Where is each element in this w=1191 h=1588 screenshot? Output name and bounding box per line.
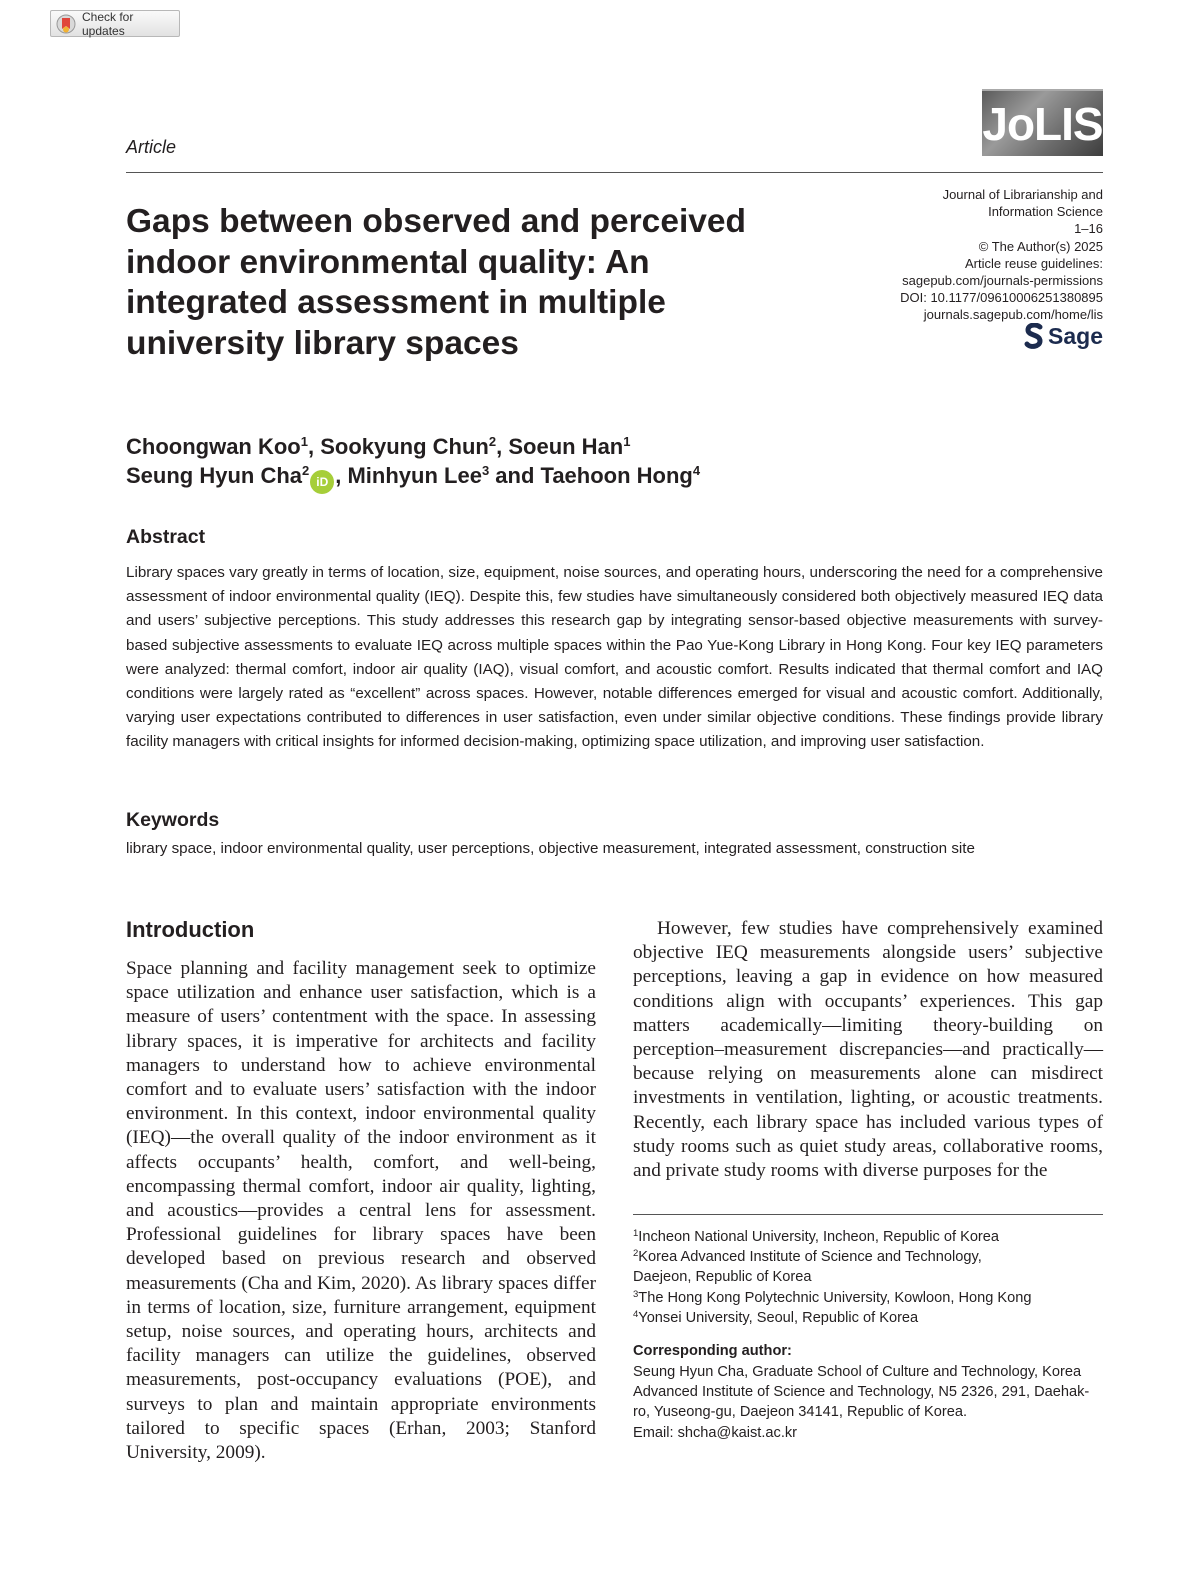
corresponding-line: ro, Yuseong-gu, Daejeon 34141, Republic of Korea.: [633, 1404, 968, 1421]
abstract-heading: Abstract: [126, 526, 206, 548]
affiliation-sup: 2: [488, 434, 497, 449]
author-name[interactable]: Taehoon Hong: [540, 463, 693, 488]
affiliation-number: 1: [633, 1228, 639, 1239]
affiliation-sup: 1: [623, 434, 631, 449]
affiliation-sup: 1: [300, 434, 308, 449]
keywords-heading: Keywords: [126, 809, 220, 831]
publisher-logo: [1024, 322, 1103, 350]
affiliations: [633, 1227, 1113, 1328]
corresponding-author-heading: Corresponding author:: [633, 1343, 792, 1359]
journal-home-link[interactable]: journals.sagepub.com/home/lis: [923, 307, 1103, 323]
reuse-guidelines-label: Article reuse guidelines:: [964, 255, 1103, 271]
affiliation-sup: 4: [692, 463, 701, 478]
affiliation-text: The Hong Kong Polytechnic University, Kowloon, Hong Kong: [638, 1289, 1032, 1306]
introduction-paragraph-2: However, few studies have comprehensively examined objective IEQ measurements alongside users’ subjective perceptions, leaving a gap in evidence on how measured conditions align with occupants’ experiences. This gap matters academically—limiting theory-building on perception–measurement discrepancies—and practically—because relying on measurements alone can misdirect investments in ventilation, lighting, or acoustic treatments. Recently, each library space has included various types of study rooms such as quiet study areas, collaborative rooms, and private study rooms with diverse purposes for the: [633, 918, 1103, 1182]
journal-logo: [982, 89, 1103, 156]
affiliation-text: Incheon National University, Incheon, Republic of Korea: [638, 1229, 1000, 1245]
corresponding-line: Advanced Institute of Science and Technology, N5 2326, 291, Daehak-: [633, 1384, 1090, 1401]
author-name[interactable]: Sookyung Chun: [320, 434, 489, 459]
footnote-rule: [633, 1214, 1103, 1215]
affiliation-item: [633, 1308, 1113, 1328]
doi-link[interactable]: DOI: 10.1177/09610006251380895: [900, 290, 1103, 306]
affiliation-number: 3: [633, 1288, 639, 1300]
corresponding-author-details: [633, 1362, 1103, 1443]
author-separator: ,: [307, 434, 321, 459]
page-range: 1–16: [1074, 221, 1103, 237]
author-line-2: [126, 461, 700, 494]
header-rule: [126, 172, 1103, 173]
affiliation-item: [633, 1247, 1113, 1267]
journal-logo-text: JoLIS: [982, 97, 1103, 150]
journal-name-line1: Journal of Librarianship and: [942, 187, 1103, 202]
author-name[interactable]: Choongwan Koo: [126, 434, 301, 459]
author-separator: ,: [496, 434, 509, 459]
author-list: [126, 432, 700, 494]
corresponding-line: Seung Hyun Cha, Graduate School of Culture and Technology, Korea: [633, 1364, 1082, 1380]
affiliation-item: [633, 1227, 1113, 1247]
affiliation-sup: 3: [481, 463, 490, 478]
keywords-text: library space, indoor environmental quality, user perceptions, objective measurement, integrated assessment, construction site: [126, 840, 975, 857]
affiliation-text: Korea Advanced Institute of Science and Technology,: [638, 1249, 982, 1266]
check-updates-icon: [56, 14, 76, 34]
author-separator: ,: [335, 463, 348, 488]
journal-name-line2: Information Science: [988, 204, 1103, 220]
orcid-icon[interactable]: iD: [310, 470, 334, 494]
corresponding-email[interactable]: Email: shcha@kaist.ac.kr: [633, 1424, 798, 1441]
affiliation-sup: 2: [302, 463, 310, 478]
introduction-paragraph-1: Space planning and facility management seek to optimize space utilization and enhance user satisfaction, which is a measure of users’ contentment with the space. In assessing library spaces, it is imperative for architects and facility managers to understand how to achieve environmental comfort and to evaluate users’ satisfaction with the indoor environment. In this context, indoor environmental quality (IEQ)—the overall quality of the indoor environment as it affects occupants’ health, comfort, and well-being, encompassing thermal comfort, indoor air quality, lighting, and acoustics—provides a central lens for assessment. Professional guidelines for library spaces have been developed based on previous research and observed measurements (Cha and Kim, 2020). As library spaces differ in terms of location, size, furniture arrangement, equipment setup, noise sources, and operating hours, architects and facility managers can utilize the guidelines, observed measurements, post-occupancy evaluations (POE), and surveys to plan and maintain appropriate environments tailored to specific spaces (Erhan, 2003; Stanford University, 2009).: [126, 958, 596, 1464]
author-name[interactable]: Minhyun Lee: [347, 463, 482, 488]
sage-s-icon: [1024, 323, 1044, 349]
author-name[interactable]: Seung Hyun Cha: [126, 463, 303, 488]
check-for-updates-button[interactable]: [50, 10, 180, 37]
affiliation-item: [633, 1288, 1113, 1308]
publisher-name: Sage: [1048, 322, 1103, 349]
abstract-text: Library spaces vary greatly in terms of location, size, equipment, noise sources, and operating hours, underscoring the need for a comprehensive assessment of indoor environmental quality (IEQ). Despite this, few studies have simultaneously considered both objectively measured IEQ data and users’ subjective perceptions. This study addresses this research gap by integrating sensor-based objective measurements with survey-based subjective assessments to evaluate IEQ across multiple spaces within the Pao Yue-Kong Library in Hong Kong. Four key IEQ parameters were analyzed: thermal comfort, indoor air quality (IAQ), visual comfort, and acoustic comfort. Results indicated that thermal comfort and IAQ conditions were largely rated as “excellent” across spaces. However, notable differences emerged for visual and acoustic comfort. Additionally, varying user expectations contributed to differences in user satisfaction, even under similar objective conditions. These findings provide library facility managers with critical insights for informed decision-making, optimizing space utilization, and improving user satisfaction.: [126, 564, 1103, 751]
author-separator: and: [489, 463, 541, 488]
affiliation-text: Daejeon, Republic of Korea: [633, 1269, 812, 1286]
author-name[interactable]: Soeun Han: [508, 434, 624, 459]
affiliation-number: 4: [633, 1308, 639, 1320]
article-title: Gaps between observed and perceived indoor environmental quality: An integrated assessment in multiple university library spaces: [126, 203, 746, 362]
author-line-1: [126, 432, 700, 461]
affiliation-number: 2: [633, 1248, 639, 1260]
affiliation-item: [633, 1267, 1113, 1287]
journal-info: [833, 186, 1103, 324]
copyright: © The Author(s) 2025: [978, 238, 1103, 254]
article-type-label: Article: [126, 137, 177, 157]
permissions-link[interactable]: sagepub.com/journals-permissions: [902, 273, 1103, 289]
introduction-heading: Introduction: [126, 917, 255, 942]
affiliation-text: Yonsei University, Seoul, Republic of Korea: [638, 1309, 919, 1326]
check-for-updates-label: Check for updates: [82, 9, 134, 38]
